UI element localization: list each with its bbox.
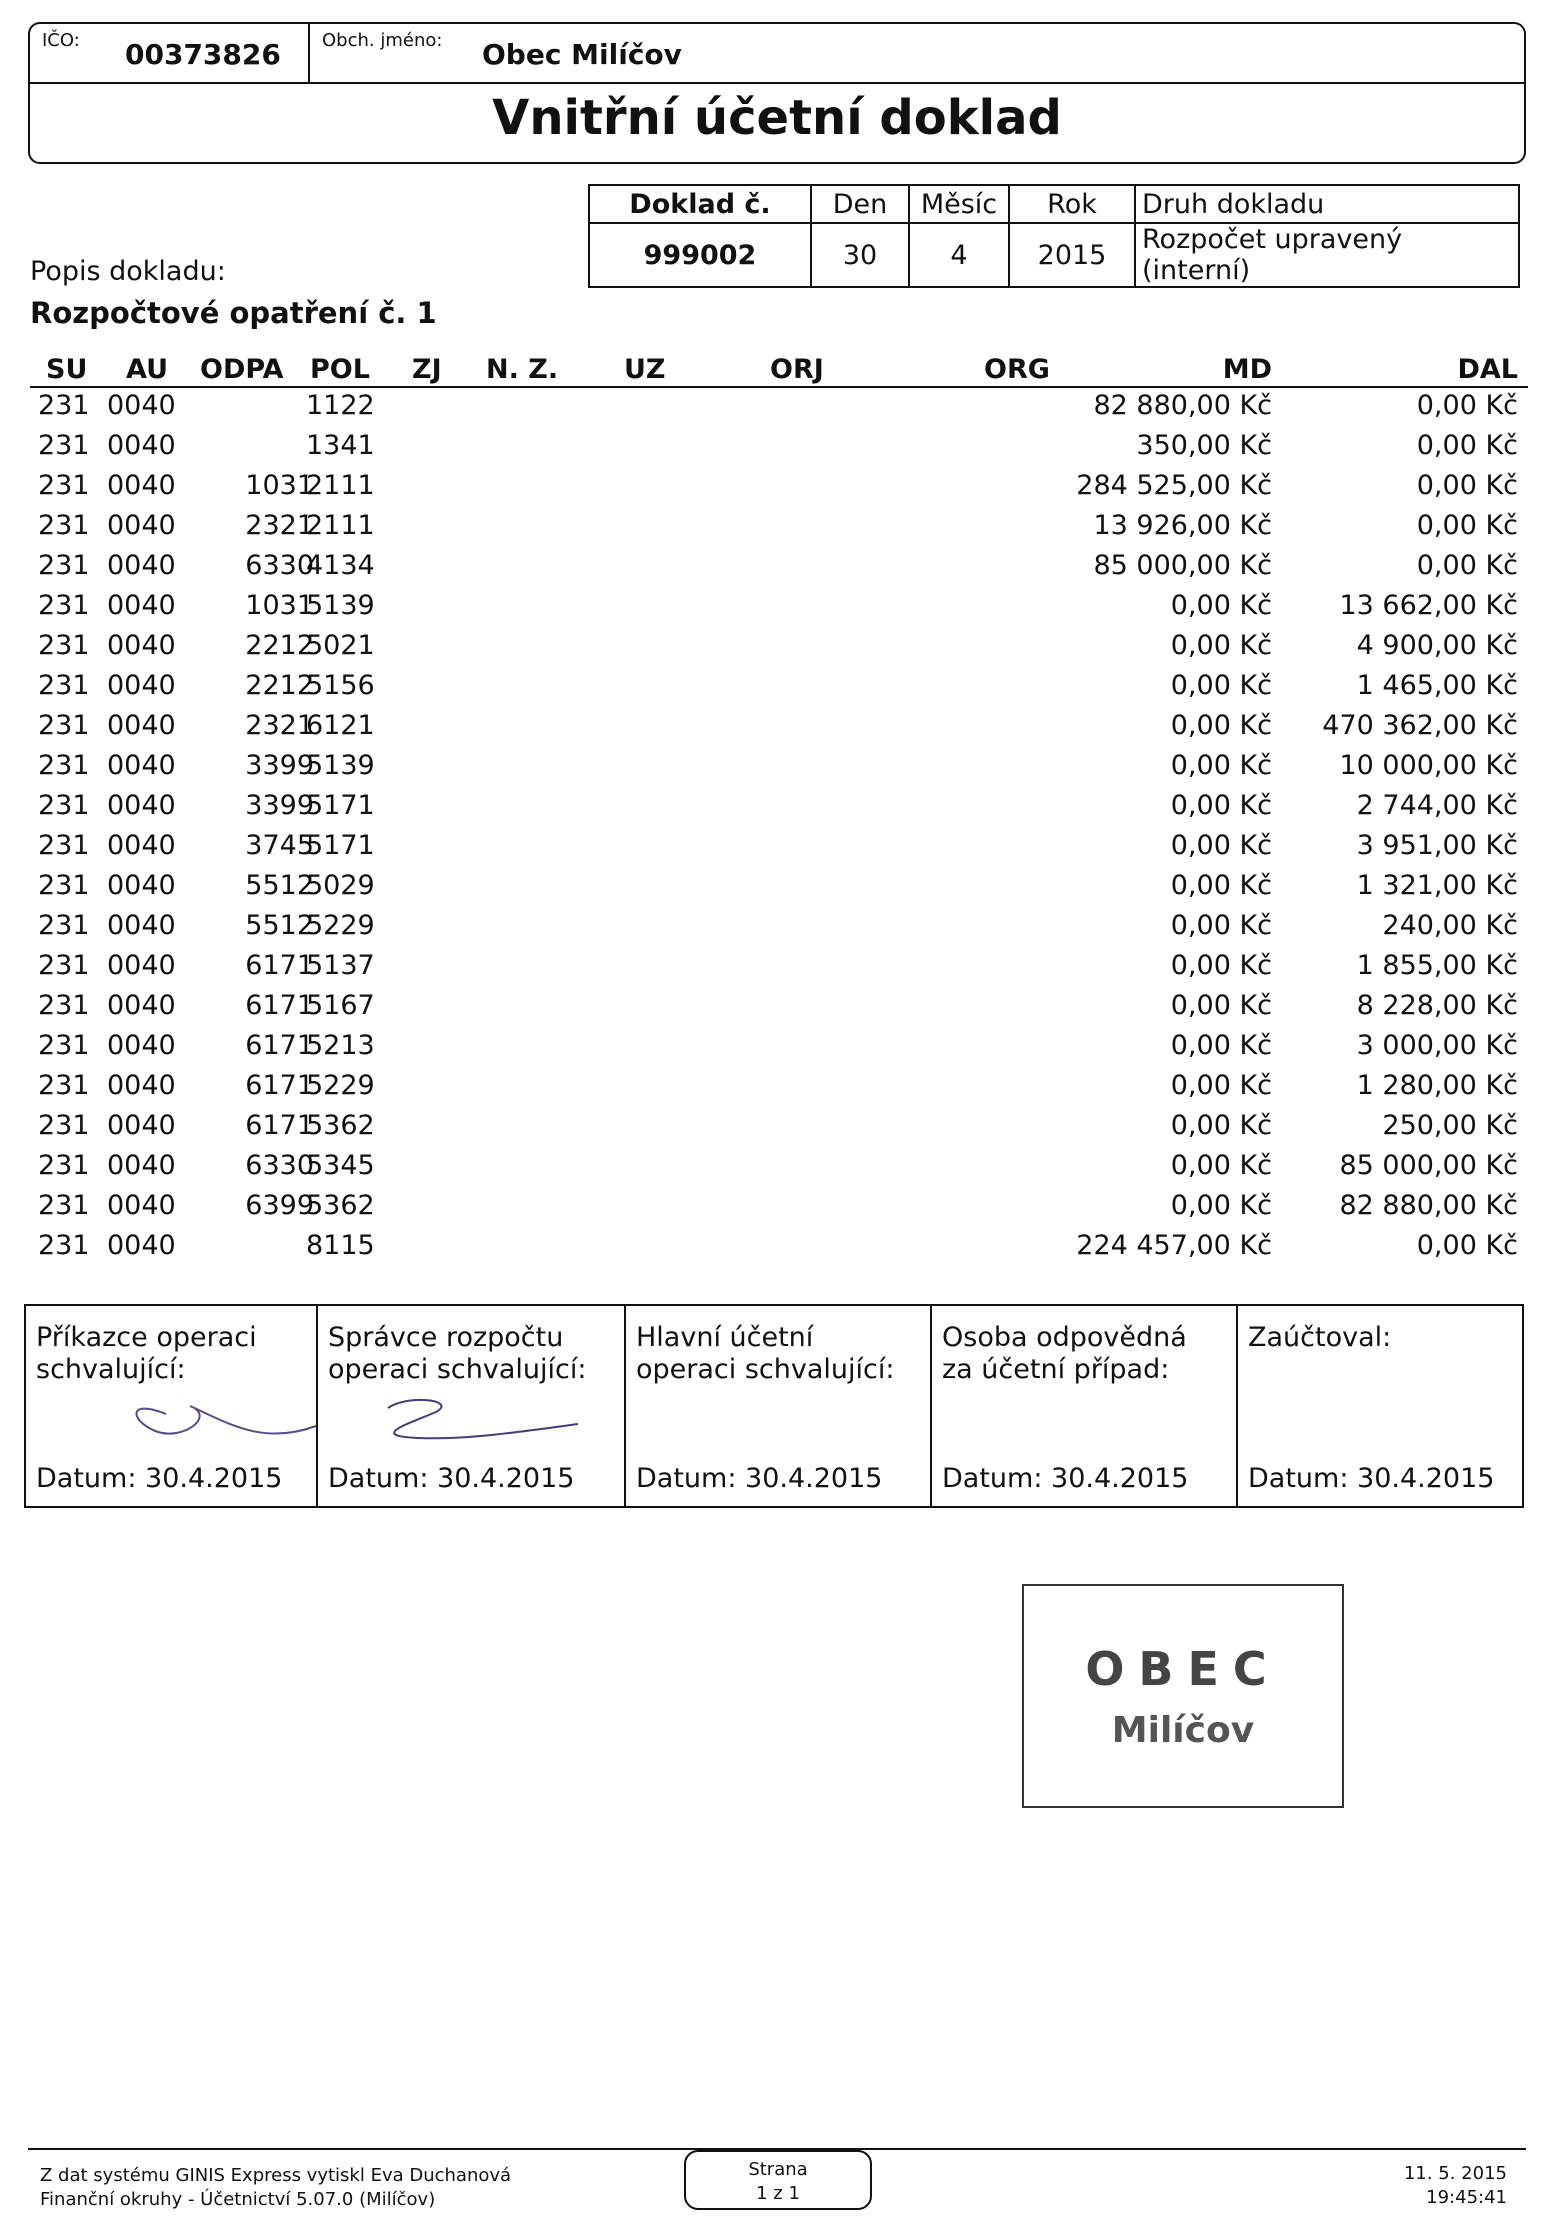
col-au: AU [126,354,168,385]
cell-md: 13 926,00 Kč [1093,510,1272,541]
cell-su: 231 [38,630,90,661]
col-uz: UZ [624,354,666,385]
cell-md: 0,00 Kč [1170,950,1272,981]
ico-label: IČO: [42,30,80,51]
doklad-header-row [589,185,1519,223]
cell-md: 0,00 Kč [1170,1070,1272,1101]
cell-md: 0,00 Kč [1170,630,1272,661]
cell-odpa: 2212 [245,630,314,661]
cell-dal: 10 000,00 Kč [1339,750,1518,781]
cell-su: 231 [38,470,90,501]
cell-au: 0040 [107,670,176,701]
signature-cell-approver [26,1306,318,1506]
cell-dal: 3 000,00 Kč [1356,1030,1518,1061]
cell-dal: 1 321,00 Kč [1356,870,1518,901]
cell-au: 0040 [107,950,176,981]
signature-cell-chief-accountant [626,1306,932,1506]
table-row [30,1110,1528,1150]
cell-odpa: 1031 [245,590,314,621]
cell-pol: 5139 [306,590,375,621]
cell-odpa: 6330 [245,550,314,581]
table-row [30,670,1528,710]
cell-pol: 5156 [306,670,375,701]
col-md: MD [1222,354,1272,385]
cell-odpa: 6399 [245,1190,314,1221]
cell-dal: 4 900,00 Kč [1356,630,1518,661]
cell-dal: 8 228,00 Kč [1356,990,1518,1021]
doklad-number-header: Doklad č. [589,185,811,223]
name-value: Obec Milíčov [482,38,682,71]
cell-dal: 1 280,00 Kč [1356,1070,1518,1101]
cell-su: 231 [38,950,90,981]
cell-pol: 1341 [306,430,375,461]
year-header: Rok [1009,185,1135,223]
cell-pol: 5171 [306,790,375,821]
cell-dal: 0,00 Kč [1416,430,1518,461]
stamp-line-1: OBEC [1085,1642,1281,1696]
signature-date: Datum: 30.4.2015 [1248,1463,1495,1494]
cell-su: 231 [38,590,90,621]
cell-odpa: 5512 [245,870,314,901]
cell-au: 0040 [107,1030,176,1061]
col-dal: DAL [1457,354,1518,385]
print-time: 19:45:41 [1426,2187,1507,2208]
table-row [30,510,1528,550]
table-row [30,550,1528,590]
cell-au: 0040 [107,1150,176,1181]
cell-su: 231 [38,430,90,461]
cell-md: 0,00 Kč [1170,1190,1272,1221]
cell-odpa: 3745 [245,830,314,861]
cell-pol: 5229 [306,910,375,941]
description-value: Rozpočtové opatření č. 1 [30,296,437,330]
day-value: 30 [811,223,909,287]
cell-dal: 0,00 Kč [1416,1230,1518,1261]
cell-md: 0,00 Kč [1170,790,1272,821]
cell-pol: 5029 [306,870,375,901]
signature-cell-budget-admin [318,1306,626,1506]
cell-md: 0,00 Kč [1170,830,1272,861]
document-header [28,22,1526,164]
cell-su: 231 [38,1150,90,1181]
cell-pol: 6121 [306,710,375,741]
cell-pol: 5171 [306,830,375,861]
cell-su: 231 [38,910,90,941]
cell-au: 0040 [107,750,176,781]
col-org: ORG [984,354,1050,385]
table-row [30,870,1528,910]
table-row [30,710,1528,750]
name-label: Obch. jméno: [322,30,443,51]
cell-pol: 8115 [306,1230,375,1261]
cell-au: 0040 [107,630,176,661]
table-row [30,1190,1528,1230]
cell-dal: 13 662,00 Kč [1339,590,1518,621]
doklad-value-row [589,223,1519,287]
table-row [30,830,1528,870]
cell-au: 0040 [107,870,176,901]
cell-au: 0040 [107,1070,176,1101]
cell-au: 0040 [107,390,176,421]
cell-md: 0,00 Kč [1170,750,1272,781]
cell-pol: 4134 [306,550,375,581]
cell-su: 231 [38,1030,90,1061]
cell-su: 231 [38,790,90,821]
cell-au: 0040 [107,710,176,741]
header-info-row [30,24,1524,84]
cell-su: 231 [38,710,90,741]
cell-au: 0040 [107,470,176,501]
table-row [30,950,1528,990]
cell-pol: 5362 [306,1190,375,1221]
col-orj: ORJ [770,354,824,385]
cell-su: 231 [38,390,90,421]
signature-date: Datum: 30.4.2015 [636,1463,883,1494]
cell-md: 85 000,00 Kč [1093,550,1272,581]
cell-odpa: 3399 [245,750,314,781]
cell-odpa: 6171 [245,950,314,981]
lines-table [30,390,1528,1270]
cell-pol: 5137 [306,950,375,981]
cell-odpa: 6171 [245,1110,314,1141]
cell-dal: 1 465,00 Kč [1356,670,1518,701]
cell-su: 231 [38,550,90,581]
cell-md: 350,00 Kč [1136,430,1272,461]
signature-label: Zaúčtoval: [1248,1322,1392,1353]
cell-su: 231 [38,870,90,901]
cell-au: 0040 [107,590,176,621]
cell-md: 82 880,00 Kč [1093,390,1272,421]
cell-odpa: 6171 [245,1070,314,1101]
cell-dal: 250,00 Kč [1382,1110,1518,1141]
cell-md: 0,00 Kč [1170,1150,1272,1181]
year-value: 2015 [1009,223,1135,287]
doc-type-value: Rozpočet upravený (interní) [1135,223,1519,287]
cell-dal: 0,00 Kč [1416,470,1518,501]
signature-date: Datum: 30.4.2015 [36,1463,283,1494]
cell-au: 0040 [107,910,176,941]
lines-header [30,354,1528,388]
signature-cell-responsible-person [932,1306,1238,1506]
table-row [30,750,1528,790]
col-odpa: ODPA [200,354,284,385]
cell-dal: 0,00 Kč [1416,510,1518,541]
cell-su: 231 [38,1230,90,1261]
cell-md: 0,00 Kč [1170,910,1272,941]
doklad-table [588,184,1520,288]
signature-cell-posted-by [1238,1306,1522,1506]
cell-md: 0,00 Kč [1170,670,1272,701]
cell-au: 0040 [107,990,176,1021]
table-row [30,910,1528,950]
col-pol: POL [310,354,370,385]
cell-su: 231 [38,1110,90,1141]
table-row [30,390,1528,430]
day-header: Den [811,185,909,223]
cell-dal: 2 744,00 Kč [1356,790,1518,821]
stamp-line-2: Milíčov [1111,1710,1255,1751]
signature-label: Správce rozpočtu operaci schvalující: [328,1322,587,1385]
cell-odpa: 6171 [245,1030,314,1061]
cell-odpa: 5512 [245,910,314,941]
cell-odpa: 1031 [245,470,314,501]
cell-au: 0040 [107,510,176,541]
cell-dal: 470 362,00 Kč [1322,710,1518,741]
cell-pol: 1122 [306,390,375,421]
document-title: Vnitřní účetní doklad [492,90,1062,146]
cell-md: 0,00 Kč [1170,990,1272,1021]
cell-su: 231 [38,830,90,861]
cell-pol: 5229 [306,1070,375,1101]
cell-dal: 0,00 Kč [1416,390,1518,421]
cell-su: 231 [38,750,90,781]
cell-au: 0040 [107,550,176,581]
table-row [30,790,1528,830]
cell-dal: 0,00 Kč [1416,550,1518,581]
cell-dal: 85 000,00 Kč [1339,1150,1518,1181]
cell-su: 231 [38,990,90,1021]
table-row [30,630,1528,670]
cell-md: 0,00 Kč [1170,710,1272,741]
cell-pol: 5167 [306,990,375,1021]
cell-md: 224 457,00 Kč [1076,1230,1272,1261]
official-stamp [1022,1584,1344,1808]
print-timestamp [1404,2162,1507,2210]
table-row [30,1150,1528,1190]
signature-label: Osoba odpovědná za účetní případ: [942,1322,1187,1385]
cell-odpa: 3399 [245,790,314,821]
cell-odpa: 2212 [245,670,314,701]
col-zj: ZJ [412,354,442,385]
cell-odpa: 6171 [245,990,314,1021]
signature-box [24,1304,1524,1508]
cell-dal: 3 951,00 Kč [1356,830,1518,861]
cell-md: 0,00 Kč [1170,1030,1272,1061]
cell-md: 284 525,00 Kč [1076,470,1272,501]
cell-pol: 2111 [306,510,375,541]
ico-value: 00373826 [125,38,281,71]
print-date: 11. 5. 2015 [1403,2163,1507,2184]
ico-cell [30,24,310,82]
cell-pol: 5345 [306,1150,375,1181]
table-row [30,470,1528,510]
cell-su: 231 [38,1190,90,1221]
table-row [30,1070,1528,1110]
cell-pol: 2111 [306,470,375,501]
description-label: Popis dokladu: [30,256,226,287]
cell-dal: 240,00 Kč [1382,910,1518,941]
table-row [30,990,1528,1030]
cell-odpa: 2321 [245,710,314,741]
signature-date: Datum: 30.4.2015 [328,1463,575,1494]
signature-mark [348,1386,608,1456]
cell-dal: 1 855,00 Kč [1356,950,1518,981]
cell-odpa: 6330 [245,1150,314,1181]
signature-date: Datum: 30.4.2015 [942,1463,1189,1494]
cell-su: 231 [38,1070,90,1101]
cell-su: 231 [38,670,90,701]
cell-au: 0040 [107,790,176,821]
doc-type-header: Druh dokladu [1135,185,1519,223]
cell-au: 0040 [107,1110,176,1141]
table-row [30,1230,1528,1270]
cell-md: 0,00 Kč [1170,870,1272,901]
footer-source [40,2164,511,2212]
footer-source-line-2: Finanční okruhy - Účetnictví 5.07.0 (Milíčov) [40,2189,436,2210]
signature-label: Příkazce operaci schvalující: [36,1322,257,1385]
page-value: 1 z 1 [756,2183,800,2204]
month-header: Měsíc [909,185,1009,223]
page-label: Strana [748,2159,808,2180]
table-row [30,590,1528,630]
cell-dal: 82 880,00 Kč [1339,1190,1518,1221]
cell-pol: 5139 [306,750,375,781]
month-value: 4 [909,223,1009,287]
footer-source-line-1: Z dat systému GINIS Express vytiskl Eva Duchanová [40,2165,512,2186]
cell-pol: 5213 [306,1030,375,1061]
doklad-number: 999002 [589,223,811,287]
cell-md: 0,00 Kč [1170,590,1272,621]
signature-label: Hlavní účetní operaci schvalující: [636,1322,895,1385]
cell-md: 0,00 Kč [1170,1110,1272,1141]
cell-au: 0040 [107,830,176,861]
table-row [30,1030,1528,1070]
cell-au: 0040 [107,1230,176,1261]
cell-au: 0040 [107,430,176,461]
cell-au: 0040 [107,1190,176,1221]
table-row [30,430,1528,470]
page-counter [684,2150,872,2210]
cell-pol: 5021 [306,630,375,661]
cell-pol: 5362 [306,1110,375,1141]
col-nz: N. Z. [486,354,559,385]
col-su: SU [46,354,88,385]
cell-su: 231 [38,510,90,541]
cell-odpa: 2321 [245,510,314,541]
